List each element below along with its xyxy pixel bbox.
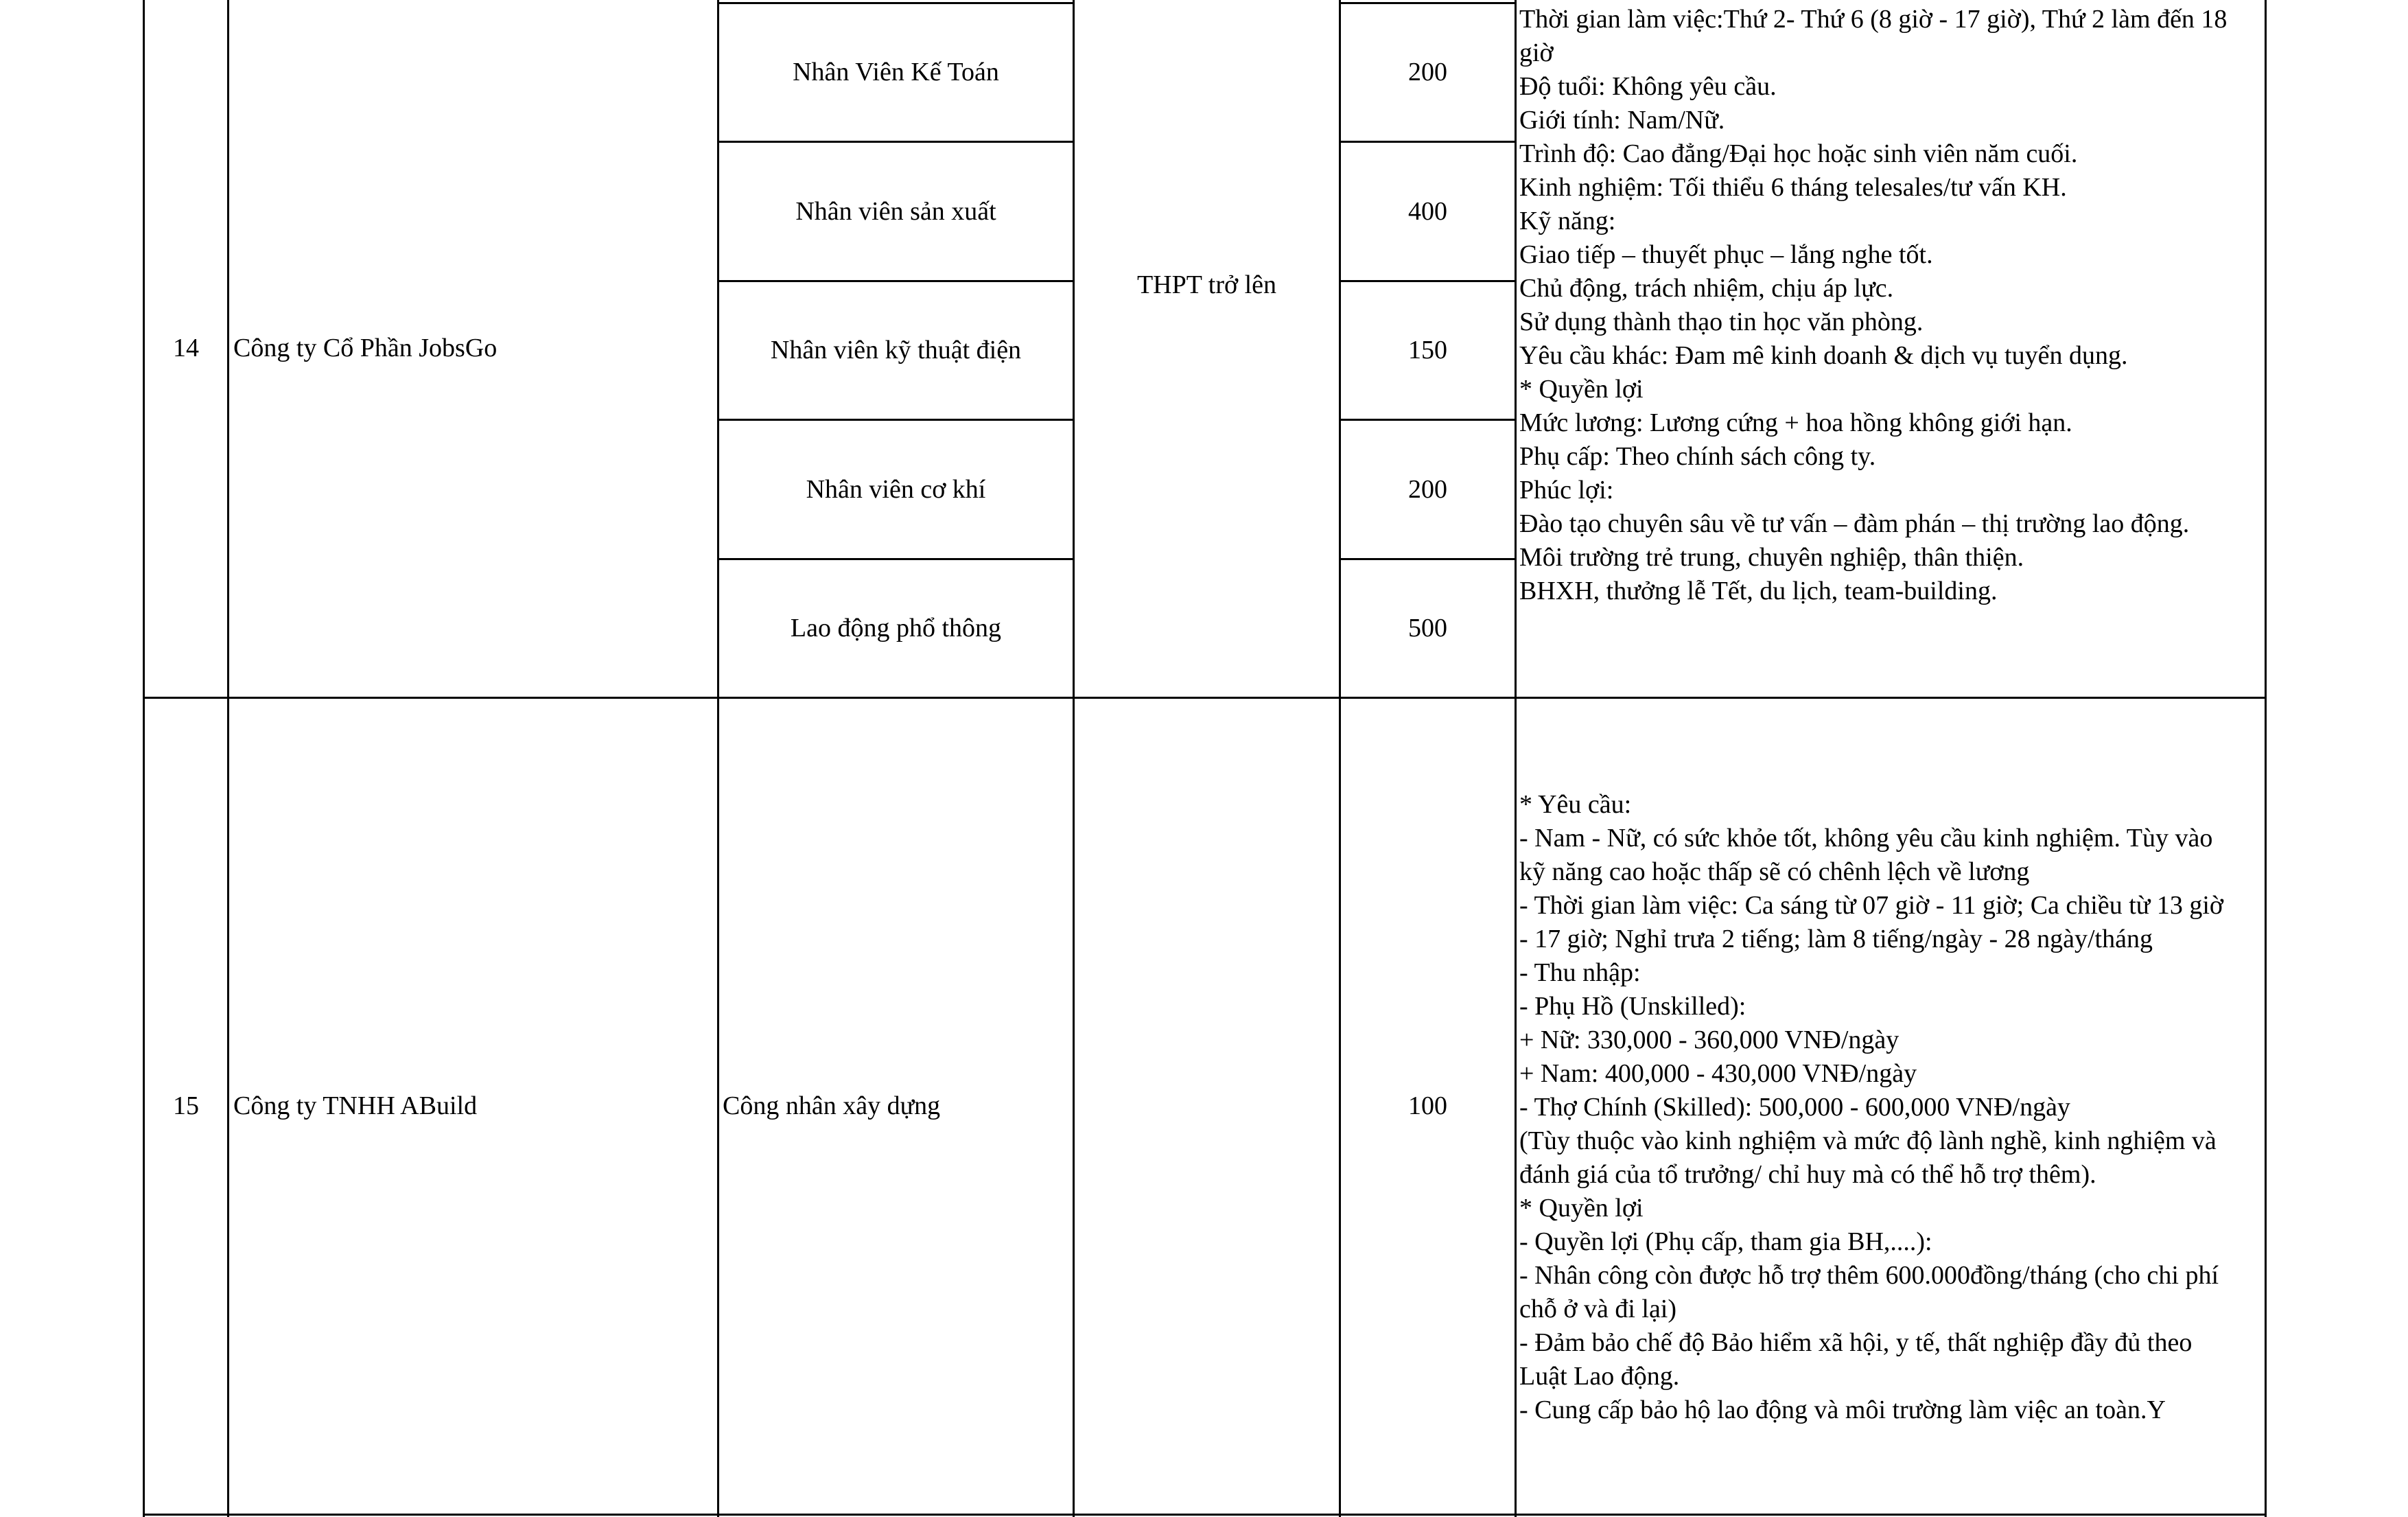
row-15-count: 100 bbox=[1408, 1091, 1447, 1120]
row-14-education: THPT trở lên bbox=[1136, 270, 1277, 299]
row-15-company: Công ty TNHH ABuild bbox=[233, 1091, 478, 1120]
row-14-company: Công ty Cổ Phần JobsGo bbox=[233, 334, 498, 362]
table-bottom-border bbox=[143, 1514, 2267, 1516]
position-title: Nhân viên kỹ thuật điện bbox=[770, 336, 1022, 364]
position-title: Nhân Viên Kế Toán bbox=[793, 58, 999, 86]
position-title: Nhân viên sản xuất bbox=[795, 196, 996, 226]
position-title: Lao động phổ thông bbox=[790, 614, 1002, 642]
row-15-stt: 15 bbox=[173, 1091, 199, 1120]
position-count: 500 bbox=[1408, 614, 1447, 642]
position-title: Nhân viên cơ khí bbox=[806, 474, 986, 504]
row-15-position: Công nhân xây dựng bbox=[723, 1091, 941, 1120]
table-border-count bbox=[1515, 0, 1517, 1517]
table-border-right bbox=[2265, 0, 2267, 1517]
table-border-stt bbox=[227, 0, 229, 1517]
position-count: 200 bbox=[1408, 58, 1447, 86]
row-15-education bbox=[1075, 699, 1339, 1514]
row-14-details: Thời gian làm việc:Thứ 2- Thứ 6 (8 giờ - 17 giờ), Thứ 2 làm đến 18 giờ Độ tuổi: Không yêu cầu. Giới tính: Nam/Nữ. Trình độ: Cao đẳng/Đại học hoặc sinh viên năm cuối. Kinh nghiệm: Tối thiểu 6 tháng telesales/tư vấn KH. Kỹ năng: Giao tiếp – thuyết phục – lắng nghe tốt. Chủ động, trách nhiệm, chịu áp lực. Sử dụng thành thạo tin học văn phòng. Yêu cầu khác: Đam mê kinh doanh & dịch vụ tuyển dụng. * Quyền lợi Mức lương: Lương cứng + hoa hồng không giới hạn. Phụ cấp: Theo chính sách công ty. Phúc lợi: Đào tạo chuyên sâu về tư vấn – đàm phán – thị trường lao động. Môi trường trẻ trung, chuyên nghiệp, thân thiện. BHXH, thưởng lễ Tết, du lịch, team-building. bbox=[1519, 5, 2228, 605]
position-count: 150 bbox=[1408, 336, 1447, 364]
row-15-details: * Yêu cầu: - Nam - Nữ, có sức khỏe tốt, không yêu cầu kinh nghiệm. Tùy vào kỹ năng cao hoặc thấp sẽ có chênh lệch về lương - Thời gian làm việc: Ca sáng từ 07 giờ - 11 giờ; Ca chiều từ 13 giờ - 17 giờ; Nghỉ trưa 2 tiếng; làm 8 tiếng/ngày - 28 ngày/tháng - Thu nhập: - Phụ Hồ (Unskilled): + Nữ: 330,000 - 360,000 VNĐ/ngày + Nam: 400,000 - 430,000 VNĐ/ngày - Thợ Chính (Skilled): 500,000 - 600,000 VNĐ/ngày (Tùy thuộc vào kinh nghiệm và mức độ lành nghề, kinh nghiệm và đánh giá của tổ trưởng/ chỉ huy mà có thể hỗ trợ thêm). * Quyền lợi - Quyền lợi (Phụ cấp, tham gia BH,....): - Nhân công còn được hỗ trợ thêm 600.000đồng/tháng (cho chi phí chỗ ở và đi lại) - Đảm bảo chế độ Bảo hiểm xã hội, y tế, thất nghiệp đầy đủ theo Luật Lao động. - Cung cấp bảo hộ lao động và môi trường làm việc an toàn.Y bbox=[1519, 790, 2224, 1424]
position-count: 200 bbox=[1408, 474, 1447, 504]
row-14-stt: 14 bbox=[173, 334, 199, 362]
position-count: 400 bbox=[1408, 196, 1447, 226]
